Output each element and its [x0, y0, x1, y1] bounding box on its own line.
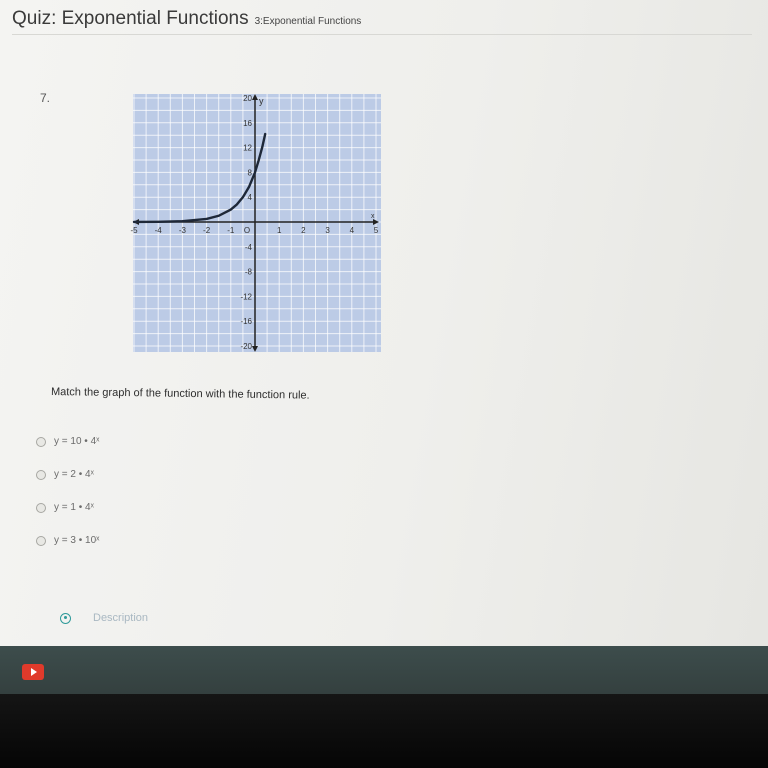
- x-tick-label: -1: [227, 226, 235, 235]
- answer-label: y = 3 • 10ˣ: [54, 535, 100, 546]
- function-graph: [130, 94, 381, 352]
- graph-plot: [130, 94, 381, 352]
- y-tick-label: 8: [247, 168, 252, 178]
- x-tick-label: 5: [373, 226, 379, 235]
- question-prompt: Match the graph of the function with the function rule.: [50, 386, 310, 402]
- x-tick-label: -4: [154, 226, 162, 235]
- description-link[interactable]: Description: [93, 612, 149, 624]
- answer-option-3[interactable]: [36, 491, 99, 524]
- y-tick-label: -4: [244, 242, 252, 252]
- x-tick-label: -5: [130, 226, 138, 235]
- y-tick-label: 20: [243, 94, 252, 103]
- monitor-bezel: [0, 694, 768, 768]
- y-tick-label: -20: [240, 342, 252, 351]
- youtube-icon[interactable]: [22, 664, 44, 680]
- y-tick-label: -12: [240, 292, 252, 302]
- x-axis-label: x: [371, 213, 375, 220]
- page-title: Quiz: Exponential Functions: [12, 8, 249, 29]
- y-axis-arrow-up: [252, 94, 258, 100]
- description-row[interactable]: [60, 612, 148, 624]
- y-tick-label: 16: [243, 118, 252, 128]
- x-tick-label: -3: [178, 226, 186, 235]
- description-toggle-icon[interactable]: [60, 613, 71, 624]
- answer-label: y = 10 • 4ˣ: [54, 436, 100, 447]
- taskbar: [0, 646, 768, 694]
- radio-button[interactable]: [36, 503, 46, 513]
- y-axis-label: y: [259, 96, 264, 106]
- answer-option-4[interactable]: [36, 524, 99, 557]
- answer-option-1[interactable]: [36, 425, 99, 458]
- y-tick-label: -16: [240, 317, 252, 327]
- quiz-header: [12, 8, 752, 35]
- y-axis-arrow-down: [252, 346, 258, 352]
- radio-button[interactable]: [36, 437, 46, 447]
- x-tick-label: O: [243, 226, 251, 235]
- radio-button[interactable]: [36, 470, 46, 480]
- x-tick-label: 4: [349, 226, 355, 235]
- x-tick-label: 1: [276, 226, 282, 235]
- x-tick-label: 3: [325, 226, 330, 235]
- y-tick-label: 12: [243, 143, 252, 153]
- answer-label: y = 2 • 4ˣ: [54, 469, 94, 480]
- x-tick-label: -2: [203, 226, 211, 235]
- answer-option-2[interactable]: [36, 458, 99, 491]
- radio-button[interactable]: [36, 536, 46, 546]
- question-number: 7.: [40, 91, 51, 105]
- y-tick-label: 4: [247, 193, 252, 203]
- answer-label: y = 1 • 4ˣ: [54, 502, 94, 513]
- y-tick-label: -8: [244, 267, 252, 277]
- page-subtitle: 3:Exponential Functions: [254, 16, 362, 27]
- answer-options: [36, 425, 99, 557]
- x-tick-label: 2: [301, 226, 306, 235]
